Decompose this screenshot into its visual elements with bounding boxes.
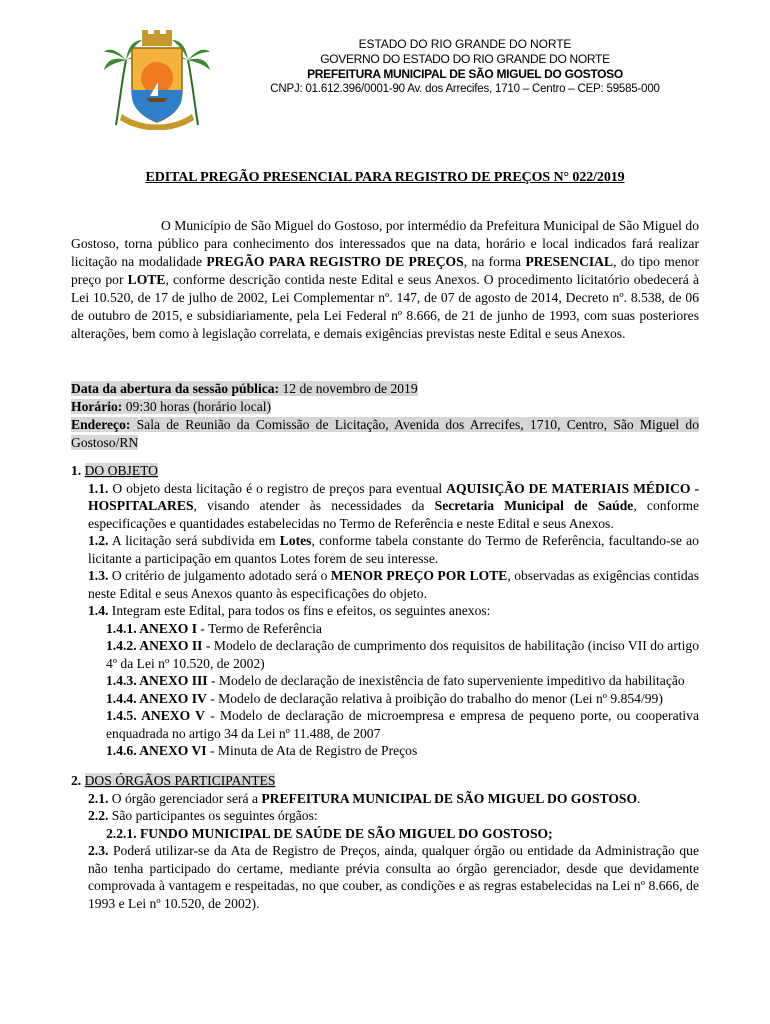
annex-item: 1.4.4. ANEXO IV - Modelo de declaração relativa à proibição do trabalho do menor (Lei nº 9.854/99) [106, 690, 663, 706]
item-2-1: 2.1. O órgão gerenciador será a PREFEITURA MUNICIPAL DE SÃO MIGUEL DO GOSTOSO. [88, 790, 641, 806]
cnpj-address: CNPJ: 01.612.396/0001-90 Av. dos Arrecifes, 1710 – Centro – CEP: 59585-000 [270, 83, 660, 95]
session-date: Data da abertura da sessão pública: 12 de novembro de 2019 [71, 381, 418, 396]
prefecture-name: PREFEITURA MUNICIPAL DE SÃO MIGUEL DO GOSTOSO [307, 67, 623, 81]
item-2-2: 2.2. São participantes os seguintes órgãos: [88, 808, 318, 823]
government-name: GOVERNO DO ESTADO DO RIO GRANDE DO NORTE [320, 52, 610, 66]
item-1-2: 1.2. A licitação será subdivida em Lotes, conforme tabela constante do Termo de Referência, facultando-se ao licitante a participação em quantos Lotes forem de seu interesse. [88, 533, 699, 566]
session-address: Endereço: Sala de Reunião da Comissão de Licitação, Avenida dos Arrecifes, 1710, Centro, São Miguel do Gostoso/RN [71, 417, 699, 450]
annex-item: 1.4.5. ANEXO V - Modelo de declaração de microempresa e empresa de pequeno porte, ou cooperativa enquadrada no artigo 34 da Lei nº 11.488, de 2007 [106, 708, 699, 741]
document-title: EDITAL PREGÃO PRESENCIAL PARA REGISTRO DE PREÇOS N° 022/2019 [145, 170, 625, 185]
section-heading: 2. DOS ÓRGÃOS PARTICIPANTES [71, 773, 276, 788]
letterhead [260, 37, 670, 97]
item-1-3: 1.3. O critério de julgamento adotado será o MENOR PREÇO POR LOTE, observadas as exigências contidas neste Edital e seus Anexos quanto às especificações do objeto. [88, 568, 699, 601]
section-heading: 1. DO OBJETO [71, 463, 158, 478]
coat-of-arms-icon [102, 30, 212, 130]
annex-item: 1.4.6. ANEXO VI - Minuta de Ata de Registro de Preços [106, 743, 418, 758]
item-2-3: 2.3. Poderá utilizar-se da Ata de Registro de Preços, ainda, qualquer órgão ou entidade da Administração que não tenha participado do certame, mediante prévia consulta ao órgão gerenciador, desde que devidamente comprovada à vantagem e respeitadas, no que couber, as condições e as regras estabelecidas na Lei nº 8.666, de 1993 e Lei nº 10.520, de 2002). [88, 843, 699, 911]
item-1-4: 1.4. Integram este Edital, para todos os fins e efeitos, os seguintes anexos: [88, 603, 491, 618]
section-objeto [71, 462, 699, 760]
session-info [71, 380, 699, 452]
item-1-1: 1.1. O objeto desta licitação é o registro de preços para eventual AQUISIÇÃO DE MATERIAIS MÉDICO - HOSPITALARES, visando atender às necessidades da Secretaria Municipal de Saúde, conforme especificações e quantidades estabelecidas no Termo de Referência e neste Edital e seus Anexos. [88, 480, 700, 531]
annex-item: 1.4.1. ANEXO I - Termo de Referência [106, 620, 322, 636]
intro-paragraph: O Município de São Miguel do Gostoso, por intermédio da Prefeitura Municipal de São Miguel do Gostoso, torna público para conhecimento dos interessados que na data, horário e local indicados fará realizar licitação na modalidade PREGÃO PARA REGISTRO DE PREÇOS, na forma PRESENCIAL, do tipo menor preço por LOTE, conforme descrição contida neste Edital e seus Anexos. O procedimento licitatório obedecerá à Lei 10.520, de 17 de julho de 2002, Lei Complementar nº. 147, de 07 de agosto de 2014, Decreto nº. 8.538, de 06 de outubro de 2015, e subsidiariamente, pela Lei Federal nº 8.666, de 21 de junho de 1993, com suas posteriores alterações, bem como à legislação correlata, e demais exigências previstas neste Edital e seus Anexos. [71, 218, 699, 341]
annex-item: 1.4.2. ANEXO II - Modelo de declaração de cumprimento dos requisitos de habilitação (inciso VII do artigo 4º da Lei nº 10.520, de 2002) [106, 638, 699, 671]
state-name: ESTADO DO RIO GRANDE DO NORTE [358, 37, 572, 51]
section-orgaos [71, 772, 699, 912]
session-time: Horário: 09:30 horas (horário local) [71, 399, 272, 414]
annex-item: 1.4.3. ANEXO III - Modelo de declaração de inexistência de fato superveniente impeditivo da habilitação [106, 673, 685, 688]
item-2-2-1: 2.2.1. FUNDO MUNICIPAL DE SAÚDE DE SÃO MIGUEL DO GOSTOSO; [106, 825, 553, 841]
